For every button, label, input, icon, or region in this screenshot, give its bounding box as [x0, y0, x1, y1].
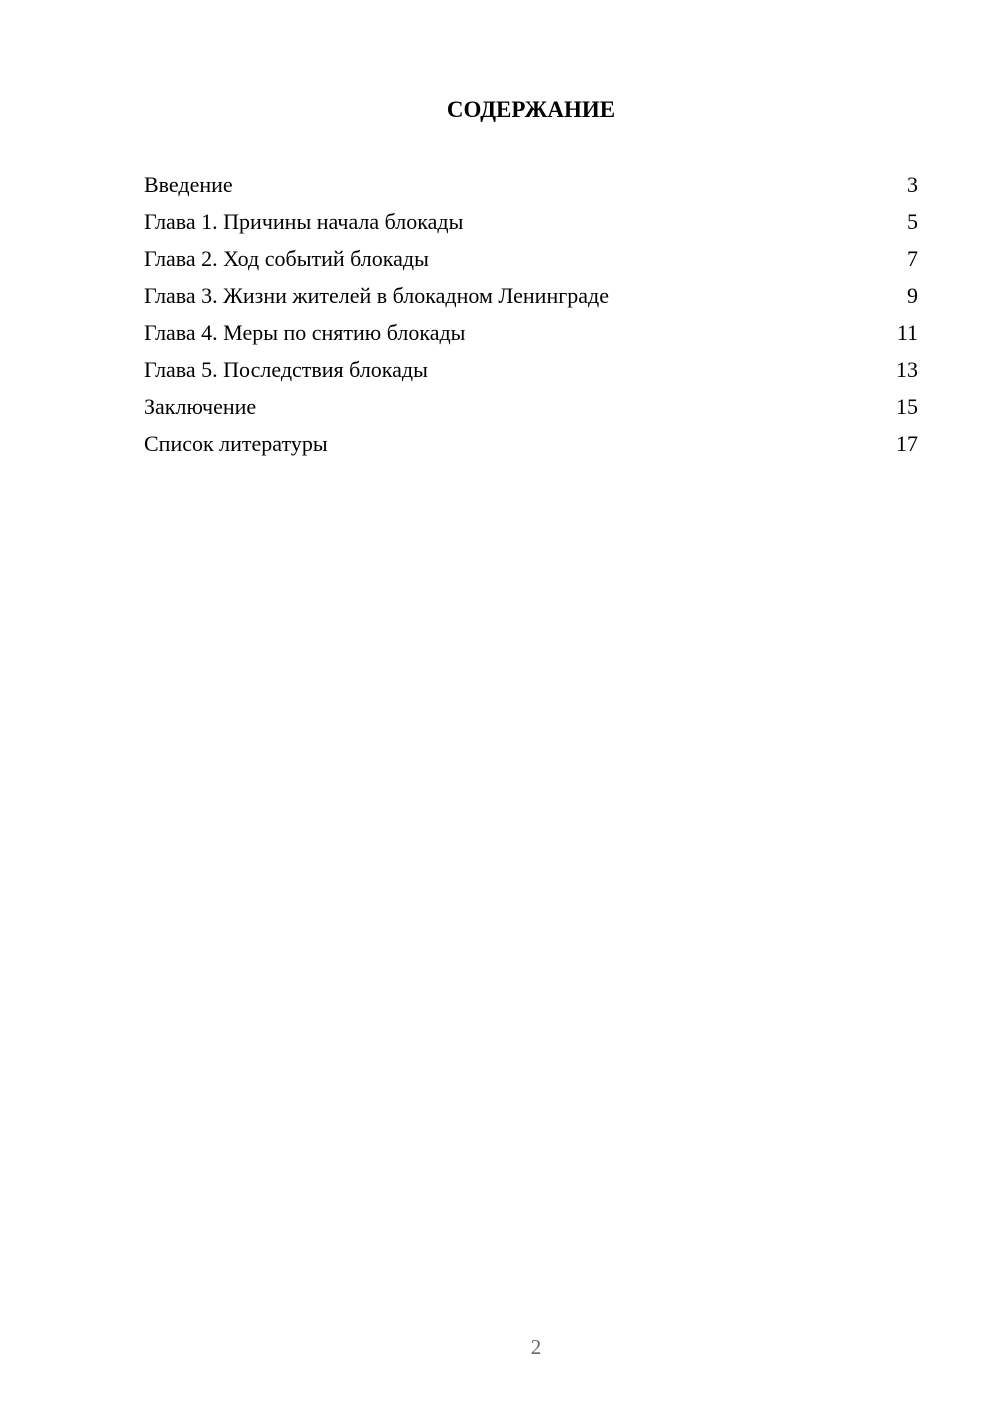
- toc-entry-page: 17: [896, 431, 918, 456]
- toc-entry-title: Введение: [144, 172, 233, 197]
- toc-heading: СОДЕРЖАНИЕ: [446, 97, 616, 122]
- toc-entry-page: 3: [907, 172, 918, 197]
- toc-entry-title: Список литературы: [144, 431, 328, 456]
- table-of-contents: [144, 168, 918, 464]
- toc-entry-page: 7: [907, 246, 918, 271]
- page-number: 2: [530, 1335, 542, 1359]
- toc-entry-page: 11: [896, 320, 918, 345]
- toc-entry: [144, 390, 918, 427]
- toc-entry-title: Глава 2. Ход событий блокады: [144, 246, 429, 271]
- toc-entry-title: Глава 4. Меры по снятию блокады: [144, 320, 466, 345]
- toc-entry-page: 5: [907, 209, 918, 234]
- toc-entry: [144, 316, 918, 353]
- toc-entry-title: Глава 3. Жизни жителей в блокадном Ленинграде: [144, 283, 609, 308]
- toc-entry: [144, 242, 918, 279]
- toc-entry: [144, 353, 918, 390]
- toc-entry-page: 13: [896, 357, 918, 382]
- toc-entry: [144, 168, 918, 205]
- toc-entry: [144, 279, 918, 316]
- toc-entry-title: Глава 5. Последствия блокады: [144, 357, 428, 382]
- toc-entry-page: 15: [896, 394, 918, 419]
- toc-entry-page: 9: [907, 283, 918, 308]
- toc-entry-title: Заключение: [144, 394, 257, 419]
- toc-entry: [144, 427, 918, 464]
- toc-entry-title: Глава 1. Причины начала блокады: [144, 209, 464, 234]
- toc-entry: [144, 205, 918, 242]
